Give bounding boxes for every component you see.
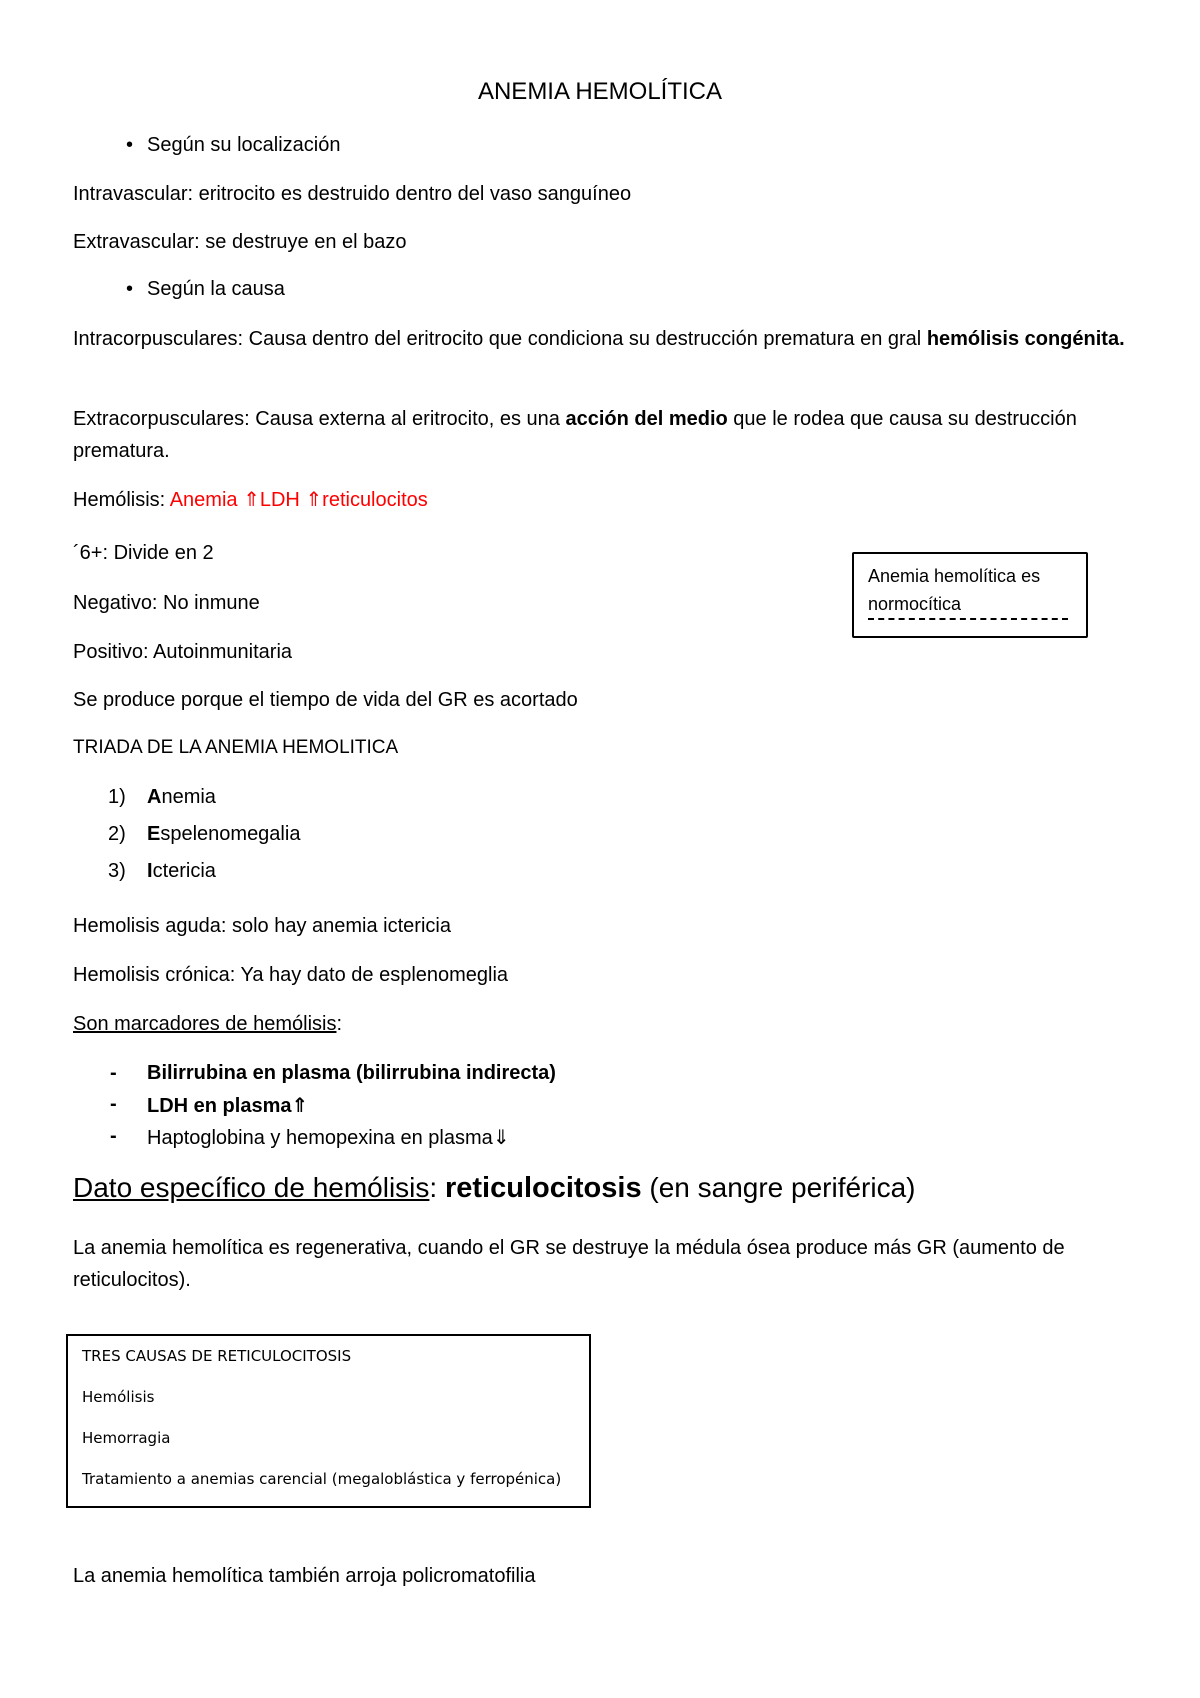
marcador-item-3: Haptoglobina y hemopexina en plasma⇓	[147, 1127, 510, 1149]
intracorpusculares-bold: hemólisis congénita.	[926, 328, 1125, 350]
triada-heading: TRIADA DE LA ANEMIA HEMOLITICA	[73, 737, 399, 758]
page-title: ANEMIA HEMOLÍTICA	[477, 78, 723, 105]
hemolisis-red-text: Anemia ⇑LDH ⇑reticulocitos	[169, 489, 428, 511]
marcadores-colon: :	[336, 1013, 343, 1035]
reticulocitosis-causes-box	[66, 1334, 591, 1508]
triada-rest: nemia	[161, 786, 216, 808]
causes-heading: TRES CAUSAS DE RETICULOCITOSIS	[82, 1347, 352, 1365]
bullet-mark: •	[126, 134, 134, 156]
intravascular-line: Intravascular: eritrocito es destruido dentro del vaso sanguíneo	[73, 183, 632, 205]
hemolisis-label: Hemólisis:	[73, 489, 170, 511]
triada-item-1	[147, 786, 216, 809]
regenerativa-paragraph: La anemia hemolítica es regenerativa, cuando el GR se destruye la médula ósea produce más GR (aumento de reticulocitos).	[73, 1237, 1065, 1291]
negativo-line: Negativo: No inmune	[73, 592, 260, 614]
triada-num-2: 2)	[108, 823, 126, 845]
triada-num-1: 1)	[108, 786, 126, 808]
produce-line: Se produce porque el tiempo de vida del GR es acortado	[73, 689, 578, 711]
triada-item-2	[147, 823, 300, 846]
extracorpusculares-text-1: Extracorpusculares: Causa externa al eritrocito, es una	[73, 408, 566, 430]
bullet-localizacion: Según su localización	[147, 134, 341, 156]
dato-especifico-line	[73, 1172, 916, 1205]
note-line-2: normocítica	[868, 590, 1068, 620]
extracorpusculares-bold: acción del medio	[565, 408, 728, 430]
extravascular-line: Extravascular: se destruye en el bazo	[73, 231, 407, 253]
note-line-1: Anemia hemolítica es	[868, 566, 1041, 586]
triada-num-3: 3)	[108, 860, 126, 882]
dato-colon: :	[429, 1172, 445, 1203]
cause-item-1: Hemólisis	[82, 1388, 155, 1406]
dash-mark: -	[110, 1093, 117, 1115]
triada-rest: ctericia	[152, 860, 216, 882]
intracorpusculares-paragraph	[73, 323, 1133, 355]
final-line: La anemia hemolítica también arroja policromatofilia	[73, 1565, 536, 1587]
extracorpusculares-text-2: que le rodea que causa su destrucción prematura.	[73, 408, 1077, 462]
marcador-item-1: Bilirrubina en plasma (bilirrubina indirecta)	[147, 1062, 556, 1084]
intracorpusculares-text: Intracorpusculares: Causa dentro del eritrocito que condiciona su destrucción prematura en gral	[73, 328, 927, 350]
marcadores-heading-text: Son marcadores de hemólisis	[73, 1013, 337, 1035]
extracorpusculares-paragraph	[73, 403, 1133, 467]
marcador-item-2: LDH en plasma⇑	[147, 1095, 309, 1117]
dato-bold: reticulocitosis	[444, 1172, 642, 1204]
hemolisis-line	[73, 484, 428, 516]
normocitica-note-box	[852, 552, 1088, 638]
triada-rest: spelenomegalia	[160, 823, 301, 845]
coombs-line: ´6+: Divide en 2	[73, 542, 214, 564]
dash-mark: -	[110, 1062, 117, 1084]
marcadores-heading	[73, 1008, 342, 1040]
positivo-line: Positivo: Autoinmunitaria	[73, 641, 293, 663]
cause-item-3: Tratamiento a anemias carencial (megaloblástica y ferropénica)	[82, 1470, 562, 1488]
dash-mark: -	[110, 1125, 117, 1147]
triada-initial: A	[147, 786, 162, 808]
dato-rest: (en sangre periférica)	[641, 1172, 916, 1203]
triada-initial: E	[147, 823, 161, 845]
aguda-line: Hemolisis aguda: solo hay anemia ictericia	[73, 915, 451, 937]
cause-item-2: Hemorragia	[82, 1429, 171, 1447]
triada-initial: I	[147, 860, 153, 882]
bullet-causa: Según la causa	[147, 278, 285, 300]
cronica-line: Hemolisis crónica: Ya hay dato de esplenomeglia	[73, 964, 509, 986]
dato-underlined: Dato específico de hemólisis	[73, 1172, 430, 1203]
bullet-mark: •	[126, 278, 134, 300]
triada-item-3	[147, 860, 216, 883]
